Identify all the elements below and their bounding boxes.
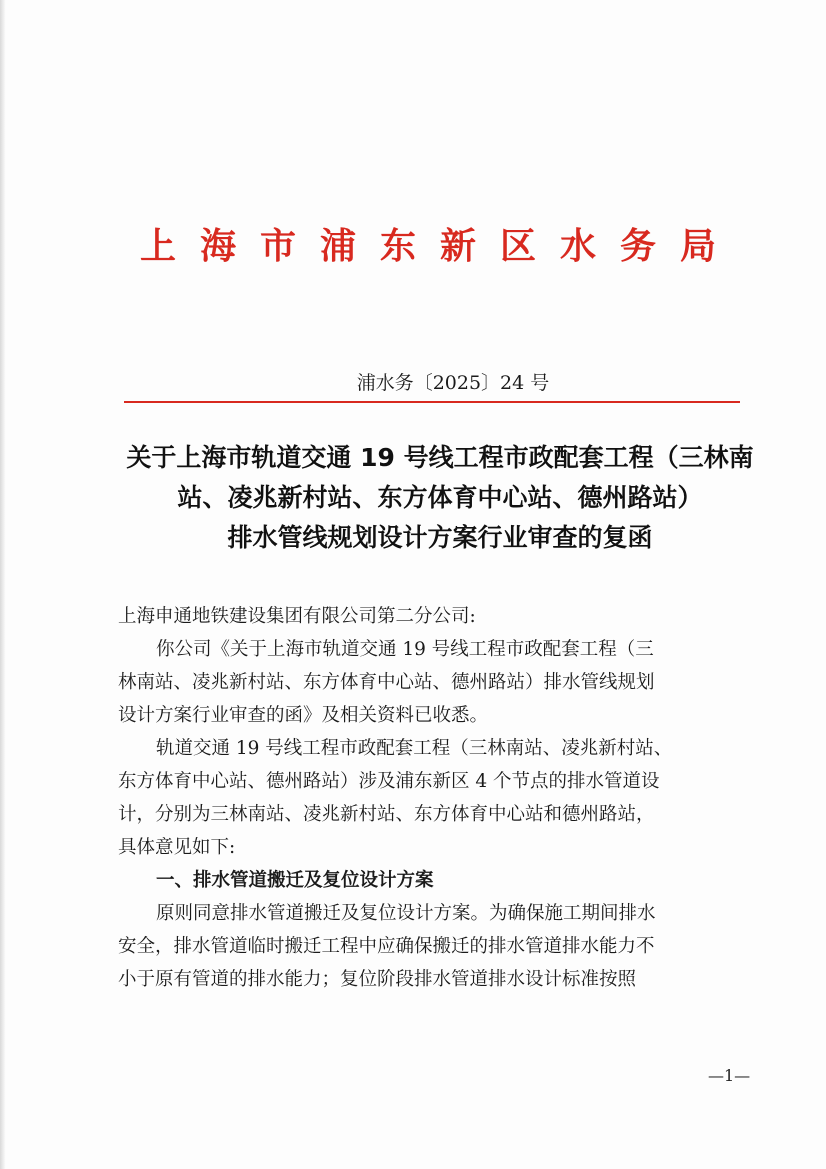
- document-title: [100, 438, 780, 558]
- title-line: 站、凌兆新村站、东方体育中心站、德州路站）: [177, 483, 703, 512]
- section-heading: 一、排水管道搬迁及复位设计方案: [156, 870, 434, 891]
- paragraph-2-line: 东方体育中心站、德州路站）涉及浦东新区 4 个节点的排水管道设: [118, 771, 660, 792]
- paragraph-2-line: 轨道交通 19 号线工程市政配套工程（三林南站、凌兆新村站、: [156, 738, 673, 759]
- paragraph-3-line: 原则同意排水管道搬迁及复位设计方案。为确保施工期间排水: [156, 903, 656, 924]
- paragraph-3-line: 安全，排水管道临时搬迁工程中应确保搬迁的排水管道排水能力不: [118, 936, 655, 957]
- document-number: 浦水务〔2025〕24 号: [356, 372, 550, 394]
- title-line: 关于上海市轨道交通 19 号线工程市政配套工程（三林南: [126, 443, 754, 472]
- red-divider-line: [124, 401, 740, 403]
- paragraph-2-line: 计，分别为三林南站、凌兆新村站、东方体育中心站和德州路站，: [118, 804, 655, 825]
- page-number: —1—: [708, 1066, 751, 1085]
- paragraph-1-line: 林南站、凌兆新村站、东方体育中心站、德州路站）排水管线规划: [118, 672, 655, 693]
- addressee: 上海申通地铁建设集团有限公司第二分公司:: [118, 606, 476, 627]
- paragraph-2-line: 具体意见如下:: [118, 837, 236, 858]
- paragraph-1-line: 设计方案行业审查的函》及相关资料已收悉。: [118, 705, 489, 726]
- paragraph-1-line: 你公司《关于上海市轨道交通 19 号线工程市政配套工程（三: [156, 639, 654, 660]
- scan-edge: [0, 0, 6, 1169]
- title-line: 排水管线规划设计方案行业审查的复函: [227, 523, 653, 552]
- letter-body: [118, 600, 778, 996]
- issuing-agency-header: 上海市浦东新区水务局: [139, 225, 740, 267]
- paragraph-3-line: 小于原有管道的排水能力；复位阶段排水管道排水设计标准按照: [118, 969, 637, 990]
